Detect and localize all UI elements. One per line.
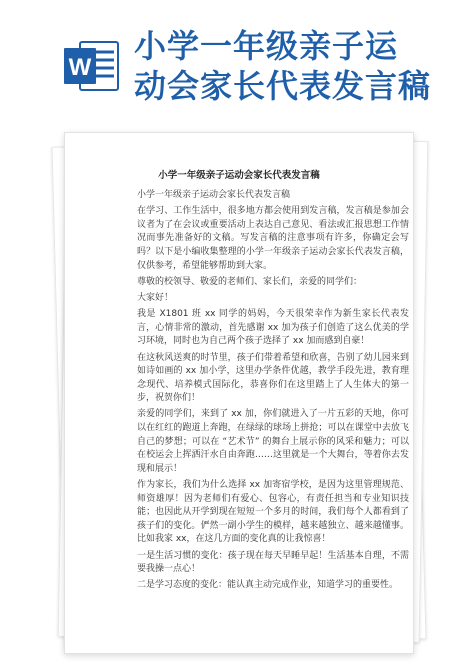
word-document-icon [62, 38, 120, 94]
document-page [64, 132, 414, 654]
page-title [134, 26, 470, 106]
page-title-line1: 小学一年级亲子运 [134, 27, 399, 65]
paragraph: 亲爱的同学们，来到了 xx 加，你们就进入了一片五彩的天地，你可以在红红的跑道上奔跑，在绿绿的球场上拼抢；可以在课堂中去放飞自己的梦想；可以在 “艺术节” 的舞台上展示你的风采和魅力；可以在校运会上挥洒汗水自由奔跑……这里就是一个大舞台，等着你去发现和展示！ [137, 409, 409, 474]
paragraph: 作为家长，我们为什么选择 xx 加寄宿学校，是因为这里管理规范、师资雄厚！因为老师们有爱心、包容心，有责任担当和专业知识技能；也因此从开学到现在短短一个多月的时间，我们每个人都看到了孩子们的变化。俨然一副小学生的模样，越来越独立、越来越懂事。比如我家 xx，在这几方面的变化真的让我惊喜！ [137, 480, 409, 545]
paragraph: 我是 X1801 班 xx 同学的妈妈，今天很荣幸作为新生家长代表发言，心情非常的激动，首先感谢 xx 加为孩子们创造了这么优美的学习环境，同时也为自己两个孩子选择了 xx 加而感到自豪！ [137, 309, 409, 347]
header-banner [0, 0, 474, 120]
paragraph: 二是学习态度的变化：能认真主动完成作业，知道学习的重要性。 [137, 580, 399, 591]
paragraph: 在这秋风送爽的时节里，孩子们带着希望和欣喜，告别了幼儿园来到如诗如画的 xx 加小学，这里办学条件优越，教学手段先进，教育理念现代、培养模式国际化，恭喜你们在这里踏上了人生体大的第一步，祝贺你们！ [137, 352, 409, 404]
document-body [137, 189, 409, 596]
paragraph: 尊敬的校领导、敬爱的老师们、家长们，亲爱的同学们： [137, 276, 363, 287]
svg-text:W: W [68, 54, 92, 81]
paragraph: 小学一年级亲子运动会家长代表发言稿 [137, 190, 291, 200]
paragraph: 一是生活习惯的变化：孩子现在每天早睡早起！生活基本自理，不需要我操一点心！ [137, 550, 409, 575]
paragraph: 大家好！ [137, 292, 174, 303]
document-title: 小学一年级亲子运动会家长代表发言稿 [158, 170, 320, 181]
page-fade [65, 617, 413, 653]
paragraph: 在学习、工作生活中，很多地方都会使用到发言稿，发言稿是参加会议者为了在会议或重要活动上表达自己意见、看法或汇报思想工作情况而事先准备好的文稿。写发言稿的注意事项有许多，你确定会写吗？以下是小编收集整理的小学一年级亲子运动会家长代表发言稿，仅供参考，希望能够帮助到大家。 [137, 206, 409, 271]
page-title-line2: 动会家长代表发言稿 [134, 67, 432, 105]
